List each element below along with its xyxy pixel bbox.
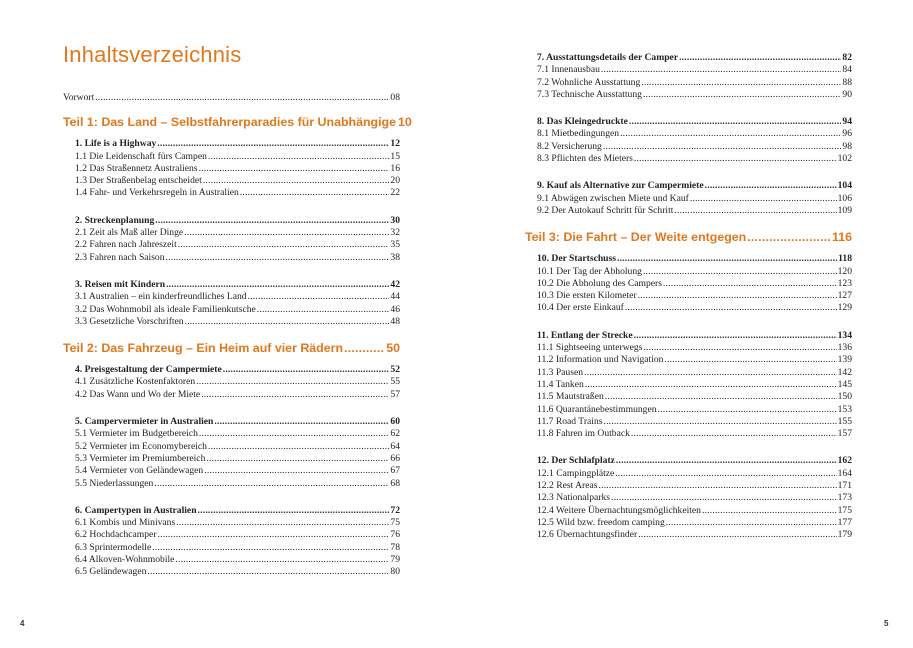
toc-leader-dots: [95, 92, 389, 104]
toc-entry-sub: [525, 278, 852, 290]
page-number-left: 4: [20, 619, 25, 628]
toc-entry-label: 11.5 Mautstraßen: [537, 391, 604, 403]
toc-entry-page: 155: [837, 415, 852, 427]
toc-entry-label: 2.3 Fahren nach Saison: [75, 251, 165, 263]
toc-entry-label: 11.8 Fahren im Outback: [537, 428, 630, 440]
toc-leader-dots: [199, 428, 390, 440]
toc-entry-page: 42: [390, 278, 400, 290]
toc-entry-label: 6.1 Kombis und Minivans: [75, 517, 176, 529]
toc-entry-page: 50: [386, 341, 400, 356]
toc-entry-page: 102: [837, 153, 852, 165]
toc-entry-label: 5.4 Vermieter von Geländewagen: [75, 465, 204, 477]
toc-entry-sub: [525, 517, 852, 529]
toc-entry-label: 3.3 Gesetzliche Vorschriften: [75, 315, 184, 327]
toc-entry-page: 20: [390, 175, 400, 187]
toc-entry-sub: [63, 376, 400, 388]
toc-entry-page: 80: [390, 566, 400, 578]
toc-entry-label: 2.1 Zeit als Maß aller Dinge: [75, 227, 184, 239]
toc-entry-page: 118: [838, 253, 852, 265]
toc-leader-dots: [666, 517, 837, 529]
toc-entry-page: 104: [837, 180, 852, 192]
toc-entry-label: 6.4 Alkoven-Wohnmobile: [75, 554, 175, 566]
toc-entry-label: 7.2 Wohnliche Ausstattung: [537, 76, 641, 88]
toc-leader-dots: [176, 517, 389, 529]
toc-entry-part: [63, 114, 412, 130]
toc-entry-label: 7.3 Technische Ausstattung: [537, 88, 642, 100]
toc-entry-sub: [63, 554, 400, 566]
toc-leader-dots: [178, 239, 390, 251]
toc-entry-label: 7. Ausstattungsdetails der Camper: [537, 52, 679, 63]
toc-entry-label: 12.1 Campingplätze: [537, 467, 615, 479]
toc-entry-page: 15: [390, 150, 400, 162]
toc-entry-page: 96: [842, 128, 852, 140]
toc-leader-dots: [248, 291, 390, 303]
toc-entry-page: 66: [390, 452, 400, 464]
toc-leader-dots: [643, 342, 836, 354]
toc-entry-page: 171: [837, 480, 852, 492]
toc-entry-label: 9.2 Der Autokauf Schritt für Schritt: [537, 204, 674, 216]
toc-entry-page: 76: [390, 529, 400, 541]
toc-leader-dots: [204, 465, 389, 477]
toc-entry-part: [525, 229, 852, 245]
toc-entry-label: 4.1 Zusätzliche Kostenfaktoren: [75, 376, 196, 388]
toc-leader-dots: [631, 428, 837, 440]
toc-leader-dots: [147, 566, 389, 578]
toc-entry-label: 11.1 Sightseeing unterwegs: [537, 342, 643, 354]
toc-entry-page: 16: [390, 162, 400, 174]
toc-entry-label: 12.4 Weitere Übernachtungsmöglichkeiten: [537, 504, 701, 516]
toc-leader-dots: [344, 340, 385, 356]
toc-leader-dots: [584, 367, 837, 379]
toc-entry-sub: [525, 379, 852, 391]
toc-entry-sub: [525, 205, 852, 217]
toc-entry-label: 2.2 Fahren nach Jahreszeit: [75, 239, 177, 251]
toc-entry-page: 30: [390, 214, 400, 226]
toc-leader-dots: [185, 316, 390, 328]
toc-entry-chap: [63, 138, 400, 150]
toc-entry-chap: [525, 330, 852, 342]
toc-entry-page: 145: [837, 378, 852, 390]
toc-leader-dots: [616, 455, 837, 467]
toc-leader-dots: [638, 529, 836, 541]
toc-entry-page: 134: [837, 329, 852, 341]
toc-entry-page: 44: [390, 291, 400, 303]
toc-entry-page: 136: [837, 342, 852, 354]
toc-entry-sub: [525, 290, 852, 302]
toc-entry-label: 10. Der Startschuss: [537, 253, 616, 265]
toc-leader-dots: [206, 453, 389, 465]
toc-leader-dots: [663, 278, 837, 290]
toc-entry-sub: [525, 404, 852, 416]
toc-leader-dots: [184, 227, 389, 239]
toc-right-column: [525, 52, 852, 542]
toc-entry-page: 162: [837, 455, 852, 467]
toc-entry-page: 109: [837, 204, 852, 216]
toc-entry-page: 88: [842, 76, 852, 88]
toc-entry-label: 9.1 Abwägen zwischen Miete und Kauf: [537, 192, 689, 204]
toc-entry-page: 22: [390, 187, 400, 199]
toc-entry-page: 157: [837, 428, 852, 440]
toc-entry-sub: [63, 187, 400, 199]
toc-entry-sub: [63, 163, 400, 175]
toc-entry-chap: [525, 180, 852, 192]
toc-entry-label: 6.2 Hochdachcamper: [75, 529, 157, 541]
toc-entry-sub: [63, 316, 400, 328]
toc-entry-sub: [63, 304, 400, 316]
toc-leader-dots: [747, 229, 831, 245]
toc-entry-sub: [525, 391, 852, 403]
toc-leader-dots: [625, 302, 837, 314]
toc-leader-dots: [208, 151, 390, 163]
toc-entry-page: 68: [390, 477, 400, 489]
toc-leader-dots: [634, 153, 837, 165]
toc-entry-page: 164: [837, 467, 852, 479]
toc-entry-label: 1.1 Die Leidenschaft fürs Campen: [75, 150, 207, 162]
toc-entry-label: Teil 2: Das Fahrzeug – Ein Heim auf vier Rädern: [63, 341, 344, 356]
toc-entry-label: 12.6 Übernachtungsfinder: [537, 529, 638, 541]
toc-entry-page: 142: [837, 366, 852, 378]
toc-leader-dots: [611, 492, 837, 504]
toc-leader-dots: [152, 542, 389, 554]
toc-entry-page: 38: [390, 251, 400, 263]
toc-left-column: [63, 92, 412, 579]
toc-entry-label: 1.4 Fahr- und Verkehrsregeln in Australien: [75, 187, 239, 199]
toc-leader-dots: [634, 330, 837, 342]
toc-entry-chap: [525, 455, 852, 467]
toc-leader-dots: [203, 175, 390, 187]
toc-leader-dots: [690, 193, 837, 205]
toc-leader-dots: [155, 215, 389, 227]
toc-entry-chap: [525, 116, 852, 128]
toc-entry-label: 4.2 Das Wann und Wo der Miete: [75, 388, 201, 400]
toc-leader-dots: [198, 505, 390, 517]
toc-leader-dots: [641, 77, 841, 89]
toc-leader-dots: [257, 304, 390, 316]
toc-entry-page: 106: [837, 192, 852, 204]
toc-entry-label: 12.2 Rest Areas: [537, 480, 598, 492]
toc-entry-page: 60: [390, 416, 400, 428]
toc-entry-page: 98: [842, 140, 852, 152]
toc-entry-page: 35: [390, 239, 400, 251]
toc-entry-page: 46: [390, 303, 400, 315]
toc-entry-sub: [63, 478, 400, 490]
toc-entry-label: 3. Reisen mit Kindern: [75, 278, 166, 290]
toc-entry-label: 11.4 Tanken: [537, 378, 584, 390]
toc-entry-sub: [63, 239, 400, 251]
toc-entry-label: Vorwort: [63, 92, 95, 103]
toc-entry-chap: [63, 215, 400, 227]
toc-leader-dots: [196, 376, 389, 388]
toc-entry-page: 179: [837, 529, 852, 541]
toc-leader-dots: [166, 252, 390, 264]
toc-entry-page: 127: [837, 290, 852, 302]
toc-entry-sub: [63, 453, 400, 465]
toc-leader-dots: [154, 478, 389, 490]
toc-entry-label: 4. Preisgestaltung der Campermiete: [75, 364, 222, 376]
toc-entry-label: 6.5 Geländewagen: [75, 566, 147, 578]
toc-entry-label: Teil 1: Das Land – Selbstfahrerparadies für Unabhängige: [63, 115, 397, 130]
toc-leader-dots: [620, 128, 841, 140]
toc-entry-label: 11.6 Quarantänebestimmungen: [537, 403, 657, 415]
toc-leader-dots: [705, 180, 837, 192]
toc-entry-sub: [525, 529, 852, 541]
toc-entry-chap: [63, 416, 400, 428]
toc-entry-page: 94: [842, 116, 852, 128]
toc-entry-label: 11. Entlang der Strecke: [537, 329, 633, 341]
toc-entry-label: 3.1 Australien – ein kinderfreundliches Land: [75, 291, 247, 303]
toc-entry-sub: [525, 468, 852, 480]
toc-entry-page: 08: [390, 92, 400, 103]
toc-entry-label: 8.1 Mietbedingungen: [537, 128, 620, 140]
toc-entry-page: 67: [390, 465, 400, 477]
toc-entry-label: 8.2 Versicherung: [537, 140, 602, 152]
toc-entry-label: 10.3 Die ersten Kilometer: [537, 290, 637, 302]
toc-entry-chap: [63, 364, 400, 376]
toc-entry-sub: [63, 529, 400, 541]
toc-leader-dots: [643, 89, 841, 101]
toc-entry-sub: [525, 141, 852, 153]
toc-entry-label: 2. Streckenplanung: [75, 214, 155, 226]
toc-entry-page: 57: [390, 388, 400, 400]
toc-entry-label: 10.4 Der erste Einkauf: [537, 302, 624, 314]
toc-leader-dots: [615, 468, 836, 480]
toc-entry-label: 11.7 Road Trains: [537, 415, 603, 427]
toc-entry-sub: [525, 367, 852, 379]
toc-entry-page: 139: [837, 354, 852, 366]
toc-entry-page: 79: [390, 554, 400, 566]
toc-entry-page: 62: [390, 428, 400, 440]
toc-entry-page: 129: [837, 302, 852, 314]
toc-entry-sub: [525, 492, 852, 504]
toc-entry-page: 175: [837, 504, 852, 516]
toc-entry-sub: [525, 428, 852, 440]
toc-leader-dots: [240, 187, 390, 199]
toc-entry-sub: [63, 175, 400, 187]
toc-entry-label: 1.3 Der Straßenbelag entscheidet: [75, 175, 202, 187]
toc-entry-label: 8.3 Pflichten des Mieters: [537, 153, 633, 165]
toc-entry-sub: [63, 517, 400, 529]
toc-entry-page: 173: [837, 492, 852, 504]
toc-entry-page: 72: [390, 504, 400, 516]
toc-entry-sub: [525, 505, 852, 517]
toc-entry-chap: [525, 253, 852, 265]
toc-entry-page: 84: [842, 64, 852, 76]
toc-leader-dots: [603, 416, 836, 428]
toc-entry-page: 52: [390, 364, 400, 376]
toc-entry-label: 11.2 Information und Navigation: [537, 354, 664, 366]
toc-entry-label: 12.3 Nationalparks: [537, 492, 611, 504]
toc-leader-dots: [603, 141, 842, 153]
toc-entry-part: [63, 340, 400, 356]
toc-entry-label: 11.3 Pausen: [537, 366, 584, 378]
toc-entry-sub: [525, 77, 852, 89]
toc-entry-label: 1.2 Das Straßennetz Australiens: [75, 162, 198, 174]
toc-entry-chap: [525, 52, 852, 64]
toc-leader-dots: [679, 52, 841, 64]
toc-entry-sub: [63, 227, 400, 239]
toc-entry-sub: [525, 342, 852, 354]
toc-entry-label: 10.1 Der Tag der Abholung: [537, 265, 642, 277]
toc-entry-chap: [63, 279, 400, 291]
toc-leader-dots: [175, 554, 389, 566]
toc-entry-sub: [525, 64, 852, 76]
toc-entry-page: 48: [390, 315, 400, 327]
toc-entry-label: 6. Campertypen in Australien: [75, 504, 197, 516]
toc-entry-page: 55: [390, 376, 400, 388]
toc-entry-page: 12: [390, 138, 400, 150]
toc-entry-sub: [525, 89, 852, 101]
toc-entry-sub: [525, 193, 852, 205]
toc-entry-label: 7.1 Innenausbau: [537, 64, 600, 76]
toc-leader-dots: [617, 253, 837, 265]
toc-leader-dots: [674, 205, 836, 217]
toc-entry-sub: [525, 128, 852, 140]
toc-entry-sub: [525, 266, 852, 278]
toc-leader-dots: [605, 391, 837, 403]
toc-entry-label: 8. Das Kleingedruckte: [537, 116, 628, 128]
toc-entry-page: 75: [390, 517, 400, 529]
page-number-right: 5: [884, 619, 889, 628]
toc-entry-page: 78: [390, 541, 400, 553]
toc-entry-page: 123: [837, 277, 852, 289]
toc-leader-dots: [208, 441, 389, 453]
toc-entry-page: 32: [390, 227, 400, 239]
toc-entry-sub: [525, 416, 852, 428]
toc-entry-label: 5. Campervermieter in Australien: [75, 416, 214, 428]
toc-entry-sub: [63, 566, 400, 578]
toc-leader-dots: [585, 379, 837, 391]
toc-entry-label: 5.5 Niederlassungen: [75, 477, 154, 489]
toc-leader-dots: [638, 290, 837, 302]
toc-leader-dots: [199, 163, 390, 175]
toc-entry-sub: [63, 542, 400, 554]
toc-entry-sub: [63, 428, 400, 440]
toc-entry-sub: [525, 153, 852, 165]
toc-entry-label: 12.5 Wild bzw. freedom camping: [537, 516, 665, 528]
toc-entry-label: 5.3 Vermieter im Premiumbereich: [75, 452, 206, 464]
toc-entry-page: 120: [837, 265, 852, 277]
toc-leader-dots: [702, 505, 837, 517]
toc-leader-dots: [158, 529, 390, 541]
toc-leader-dots: [643, 266, 837, 278]
toc-entry-sub: [525, 302, 852, 314]
toc-entry-page: 116: [832, 230, 852, 245]
toc-entry-page: 90: [842, 88, 852, 100]
toc-leader-dots: [166, 279, 389, 291]
toc-entry-sub: [63, 252, 400, 264]
toc-leader-dots: [223, 364, 390, 376]
toc-entry-page: 153: [837, 403, 852, 415]
toc-entry-label: 6.3 Sprintermodelle: [75, 541, 152, 553]
toc-entry-label: Teil 3: Die Fahrt – Der Weite entgegen: [525, 230, 747, 245]
toc-leader-dots: [629, 116, 842, 128]
toc-entry-label: 1. Life is a Highway: [75, 138, 157, 150]
toc-entry-label: 3.2 Das Wohnmobil als ideale Familienkutsche: [75, 303, 256, 315]
toc-leader-dots: [658, 404, 837, 416]
toc-entry-label: 5.1 Vermieter im Budgetbereich: [75, 428, 198, 440]
toc-entry-sub: [63, 291, 400, 303]
toc-entry-plain: [63, 92, 400, 104]
toc-entry-sub: [63, 441, 400, 453]
toc-leader-dots: [157, 138, 389, 150]
toc-entry-page: 150: [837, 391, 852, 403]
toc-entry-label: 12. Der Schlafplatz: [537, 455, 615, 467]
toc-heading: Inhaltsverzeichnis: [63, 42, 242, 67]
toc-entry-sub: [63, 389, 400, 401]
toc-entry-label: 10.2 Die Abholung des Campers: [537, 277, 662, 289]
toc-entry-sub: [525, 354, 852, 366]
toc-entry-page: 64: [390, 440, 400, 452]
toc-entry-label: 5.2 Vermieter im Economybereich: [75, 440, 207, 452]
toc-leader-dots: [601, 64, 842, 76]
toc-entry-chap: [63, 505, 400, 517]
toc-leader-dots: [664, 354, 836, 366]
toc-leader-dots: [599, 480, 837, 492]
toc-entry-page: 82: [842, 52, 852, 63]
toc-entry-label: 9. Kauf als Alternative zur Campermiete: [537, 180, 704, 192]
toc-entry-page: 177: [837, 516, 852, 528]
toc-entry-sub: [63, 465, 400, 477]
toc-entry-sub: [63, 151, 400, 163]
toc-leader-dots: [214, 416, 389, 428]
toc-entry-page: 10: [398, 115, 412, 130]
toc-entry-sub: [525, 480, 852, 492]
toc-leader-dots: [201, 389, 389, 401]
